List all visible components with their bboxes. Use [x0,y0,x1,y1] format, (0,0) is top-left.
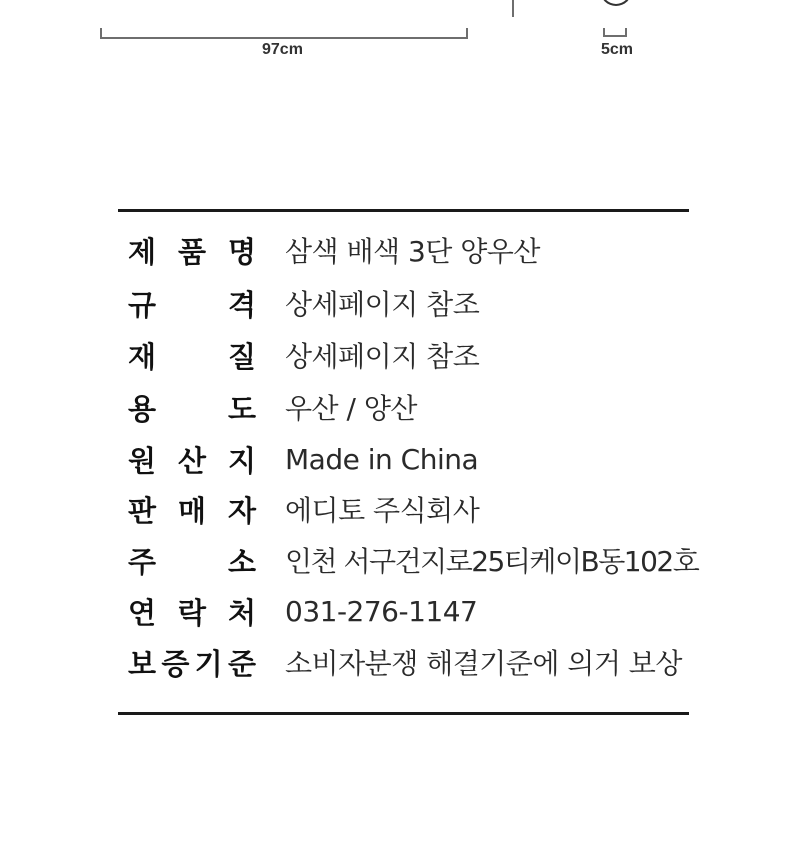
spec-row-contact [0,587,800,635]
spec-label: 보 증 기 준 [128,646,256,681]
spec-row-seller [0,485,800,533]
spec-label: 연 락 처 [128,595,256,630]
spec-row-origin [0,435,800,483]
spec-label: 판 매 자 [128,493,256,528]
spec-label: 재 질 [128,339,256,374]
spec-value: Made in China [285,442,479,476]
spec-value: 우산 / 양산 [285,392,417,425]
width-dimension-label: 97cm [262,41,303,58]
spec-label: 규 격 [128,287,256,322]
spec-row-product-name [0,226,800,274]
spec-label: 원 산 지 [128,443,256,478]
spec-row-material [0,331,800,379]
umbrella-tip-icon [600,0,632,6]
bottom-rule [118,712,689,715]
spec-row-size [0,279,800,327]
spec-value: 상세페이지 참조 [285,288,480,321]
spec-value: 031-276-1147 [285,594,478,628]
spec-label: 제 품 명 [128,234,256,269]
spec-row-usage [0,383,800,431]
spec-value: 에디토 주식회사 [285,494,480,527]
spec-row-address [0,536,800,584]
spec-value: 인천 서구건지로25티케이B동102호 [285,545,699,578]
spec-value: 상세페이지 참조 [285,340,480,373]
spec-label: 주 소 [128,544,256,579]
spec-row-warranty [0,638,800,686]
top-rule [118,209,689,212]
spec-label: 용 도 [128,391,256,426]
spec-value: 삼색 배색 3단 양우산 [285,235,540,268]
spec-value: 소비자분쟁 해결기준에 의거 보상 [285,647,682,680]
tip-dimension-label: 5cm [601,41,634,58]
